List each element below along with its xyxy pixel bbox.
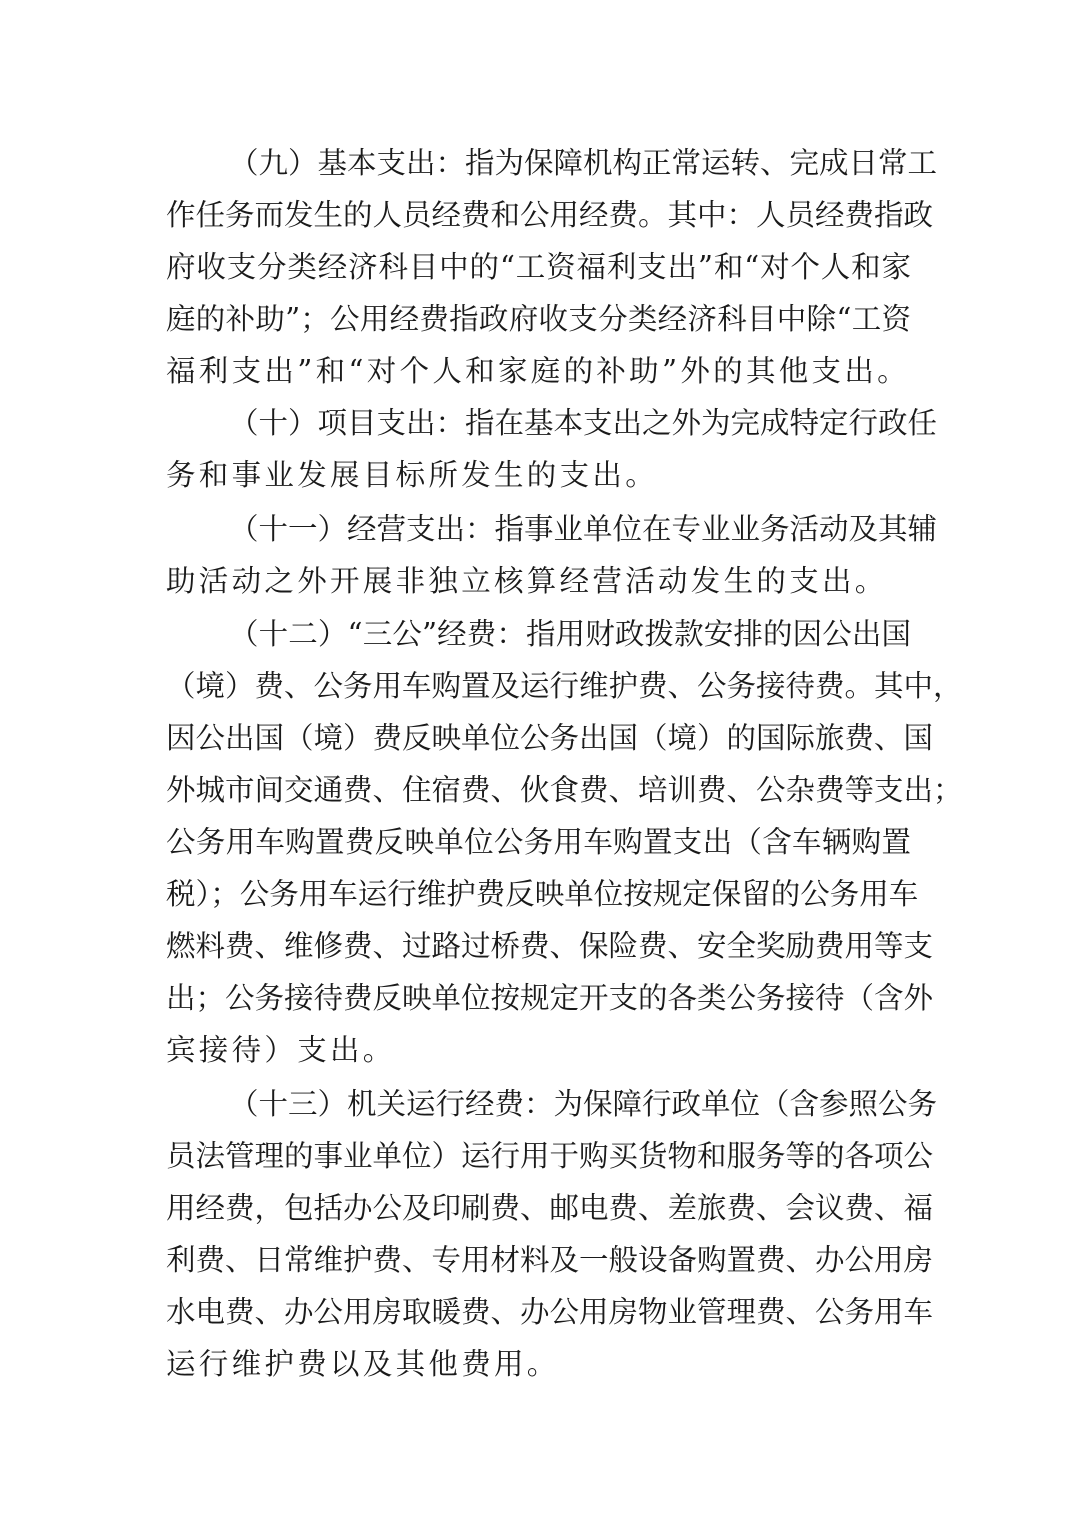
- paragraph-12-line-3: 因公出国（境）费反映单位公务出国（境）的国际旅费、国: [166, 721, 934, 755]
- paragraph-12-line-6: 税）；公务用车运行维护费反映单位按规定保留的公务用车: [166, 877, 919, 911]
- paragraph-9-line-1: （九）基本支出：指为保障机构正常运转、完成日常工: [229, 146, 938, 180]
- paragraph-12-line-7: 燃料费、维修费、过路过桥费、保险费、安全奖励费用等支: [166, 929, 934, 963]
- paragraph-9-line-2: 作任务而发生的人员经费和公用经费。其中：人员经费指政: [166, 198, 934, 232]
- paragraph-12-line-1: （十二）“三公”经费：指用财政拨款安排的因公出国: [229, 617, 911, 651]
- paragraph-13-line-1: （十三）机关运行经费：为保障行政单位（含参照公务: [229, 1087, 938, 1121]
- paragraph-13-line-6: 运行维护费以及其他费用。: [166, 1347, 560, 1381]
- paragraph-11-line-1: （十一）经营支出：指事业单位在专业业务活动及其辅: [229, 512, 938, 546]
- paragraph-12-line-5: 公务用车购置费反映单位公务用车购置支出（含车辆购置: [166, 825, 911, 859]
- paragraph-13-line-3: 用经费，包括办公及印刷费、邮电费、差旅费、会议费、福: [166, 1191, 934, 1225]
- paragraph-10-line-1: （十）项目支出：指在基本支出之外为完成特定行政任: [229, 406, 938, 440]
- paragraph-12-line-8: 出；公务接待费反映单位按规定开支的各类公务接待（含外: [166, 981, 934, 1015]
- paragraph-12-line-9: 宾接待）支出。: [166, 1033, 396, 1067]
- paragraph-10-line-2: 务和事业发展目标所发生的支出。: [166, 458, 659, 492]
- paragraph-11-line-2: 助活动之外开展非独立核算经营活动发生的支出。: [166, 564, 888, 598]
- paragraph-9-line-3: 府收支分类经济科目中的“工资福利支出”和“对个人和家: [166, 250, 911, 284]
- paragraph-9-line-5: 福利支出”和“对个人和家庭的补助”外的其他支出。: [166, 354, 910, 388]
- paragraph-12-line-4: 外城市间交通费、住宿费、伙食费、培训费、公杂费等支出；: [166, 773, 963, 807]
- paragraph-13-line-5: 水电费、办公用房取暖费、办公用房物业管理费、公务用车: [166, 1295, 934, 1329]
- paragraph-9-line-4: 庭的补助”；公用经费指政府收支分类经济科目中除“工资: [166, 302, 911, 336]
- paragraph-13-line-4: 利费、日常维护费、专用材料及一般设备购置费、办公用房: [166, 1243, 934, 1277]
- paragraph-13-line-2: 员法管理的事业单位）运行用于购买货物和服务等的各项公: [166, 1139, 934, 1173]
- paragraph-12-line-2: （境）费、公务用车购置及运行维护费、公务接待费。其中，: [166, 669, 963, 703]
